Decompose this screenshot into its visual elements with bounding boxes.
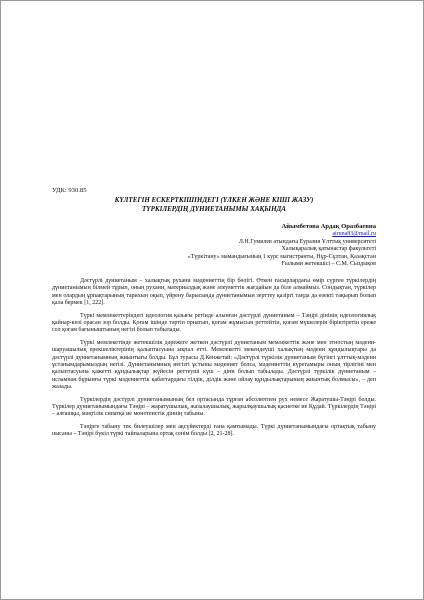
udk-code: УДК: 930.85 xyxy=(52,187,87,194)
paragraph-2: Түркі мемлекеттеріндегі идеология қазығы ретінде алынған дәстүрлі дүниетаным – Тәңірі дінінің идеологиялық қайнар-көзі орасан зор болды. Қоғам ішінде тәртіп орнатып, қоғам жұмысын реттейтін, қоғам мүшелерін біріктіретін ереже сол қоғам бағыныштының негізі болып табылады. xyxy=(52,312,376,334)
paragraph-3: Түркі мемлекетінде жетекшілік дәрежеге жеткен дәстүрлі дүниетаным мемлекеттік және мен этностың мәдени-шаруашылық ерекшеліктерінің қалыптасуына ықпал етті. Мемлекеттi мекендеушi халықтың мәдени құндылықтары да дәстүрлі дүниетанымның жиынтығы болды. Бұл турасы Д.Кенжетай: «Дәстүрлі түркілік дүниетаным бүгінгі ұлттық-мәдени ұстанымдарымыздың негізі. Дүниетанымның негізгі ұстыны мәдениет болса, мәдениеттің күретамыры оның тірлігіні мен қалыптасуына қажетті құндылықтар жүйесін реттеуші күш – діни болып табылады. Дәстүрлі түркілік дүниетаным – исламнан бұрынғы түркі мәдениеттік қабаттардағы тілдік, ділдік және ойлау құндылықтарының жиынтық болмысы», – деп жазады. xyxy=(52,339,376,391)
title-line-1: КҮЛТЕГІН ЕСКЕРТКІШІНДЕГІ (ҮЛКЕН ЖӘНЕ КІШІ ЖАЗУ) xyxy=(114,196,314,204)
affiliation-university: Л.Н.Гумилев атындағы Еуразия Ұлттық университеті xyxy=(238,238,376,245)
paragraph-5: Тәңірге табыну тек билеушілер мен ақсүйектерді ғана қамтымады. Түркі дүниетанымындағы ортақтық табыну нысаны – Тәңірі бүкіл түркі тайпаларына ортақ сенім болды [2, 21-28]. xyxy=(52,423,376,438)
affiliation-faculty: Халықаралық қатынастар факультеті xyxy=(281,246,376,253)
affiliation-program: «Түркітану» мамандығының 1 курс магистранты, Нұр-Сұлтан, Қазақстан xyxy=(187,253,376,260)
title-line-2: ТҮРКІЛЕРДІҢ ДҮНИЕТАНЫМЫ ХАҚЫНДА xyxy=(142,205,286,213)
document-content xyxy=(52,187,376,439)
author-email-link[interactable]: airuna83@mail.ru xyxy=(332,231,376,237)
paragraph-4: Түркілердің дәстүрлі дүниетанымының бел ортасында тұрған абсолютпен рух немесе Жаратушы-Тәңірі болды. Түркілер дүниетанымындағы Тәңірі – жаратушылық, жазалаушылық, жарылқаушылық қасиетке ие Құдай. Түркілердің Тәңірі – алғашқы, мәңгілік сипатқа ие монотеистік діннің табыны. xyxy=(52,396,376,418)
affiliation-supervisor: Ғылыми жетекшісі – С.М. Сыздықов xyxy=(281,261,376,268)
author-name: Айымбетова Ардақ Оразбаевна xyxy=(281,223,376,230)
paragraph-1: Дәстүрлі дүниетаным – халықтық рухани мәдениеттің бір бөлігі. Өткен ғасырлардағы өмір сүрген түркілердің дүниетанымын білмей тұрып, оның рухани, материалдық және әлеуметтік жағдайын да біле алмаймыз. Сондықтан, түркілер мен олардың ұрпақтарының тарихын оқып, үйрену барысында дүниетанымын зерттеу қазіргі таңда да өзекті тақырып болып қала бермек [1, 222]. xyxy=(52,277,376,307)
